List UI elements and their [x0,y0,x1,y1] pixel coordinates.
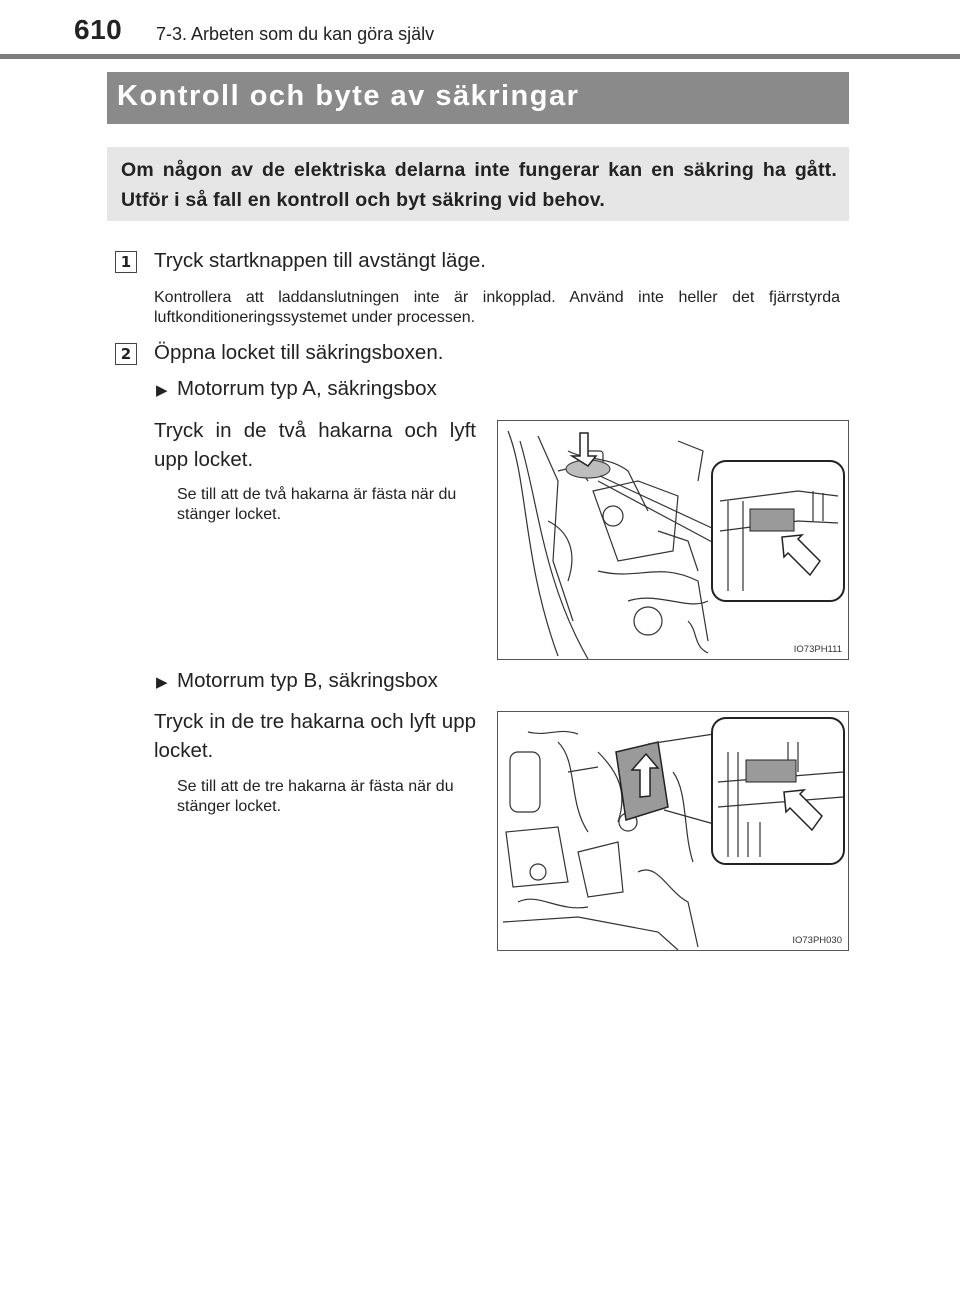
section-a-note: Se till att de två hakarna är fästa när du stänger locket. [177,486,457,523]
step-2-heading: Öppna locket till säkringsboxen. [154,341,444,364]
intro-box [107,147,849,221]
running-header: 7-3. Arbeten som du kan göra själv [156,24,435,44]
section-b-note: Se till att de tre hakarna är fästa när du stänger locket. [177,778,454,815]
figure-b-code: IO73PH030 [792,935,842,946]
step-1-heading: Tryck startknappen till avstängt läge. [154,249,486,272]
title-banner [107,72,849,124]
figure-a-code: IO73PH111 [793,644,842,655]
figure-fuse-box-b [497,711,849,951]
engine-bay-illustration-a [498,421,849,660]
step-1-note: Kontrollera att laddanslutningen inte är inkopplad. Använd inte heller det fjärrstyrda luftkonditioneringssystemet under processen. [154,289,840,326]
triangle-right-icon: ▶ [156,674,168,691]
step-number-1: 1 [115,251,137,273]
section-b-instruction: Tryck in de tre hakarna och lyft upp locket. [154,710,476,762]
figure-fuse-box-a [497,420,849,660]
section-a-instruction: Tryck in de två hakarna och lyft upp locket. [154,419,476,471]
intro-text: Om någon av de elektriska delarna inte fungerar kan en säkring ha gått. Utför i så fall en kontroll och byt säkring vid behov. [121,159,837,211]
step-number-2: 2 [115,343,137,365]
page-title: Kontroll och byte av säkringar [117,80,580,112]
triangle-right-icon: ▶ [156,382,168,399]
section-b-heading: Motorrum typ B, säkringsbox [177,669,438,692]
engine-bay-illustration-b [498,712,849,951]
page-number: 610 [74,14,123,45]
header-rule [0,54,960,59]
section-a-heading: Motorrum typ A, säkringsbox [177,377,437,400]
